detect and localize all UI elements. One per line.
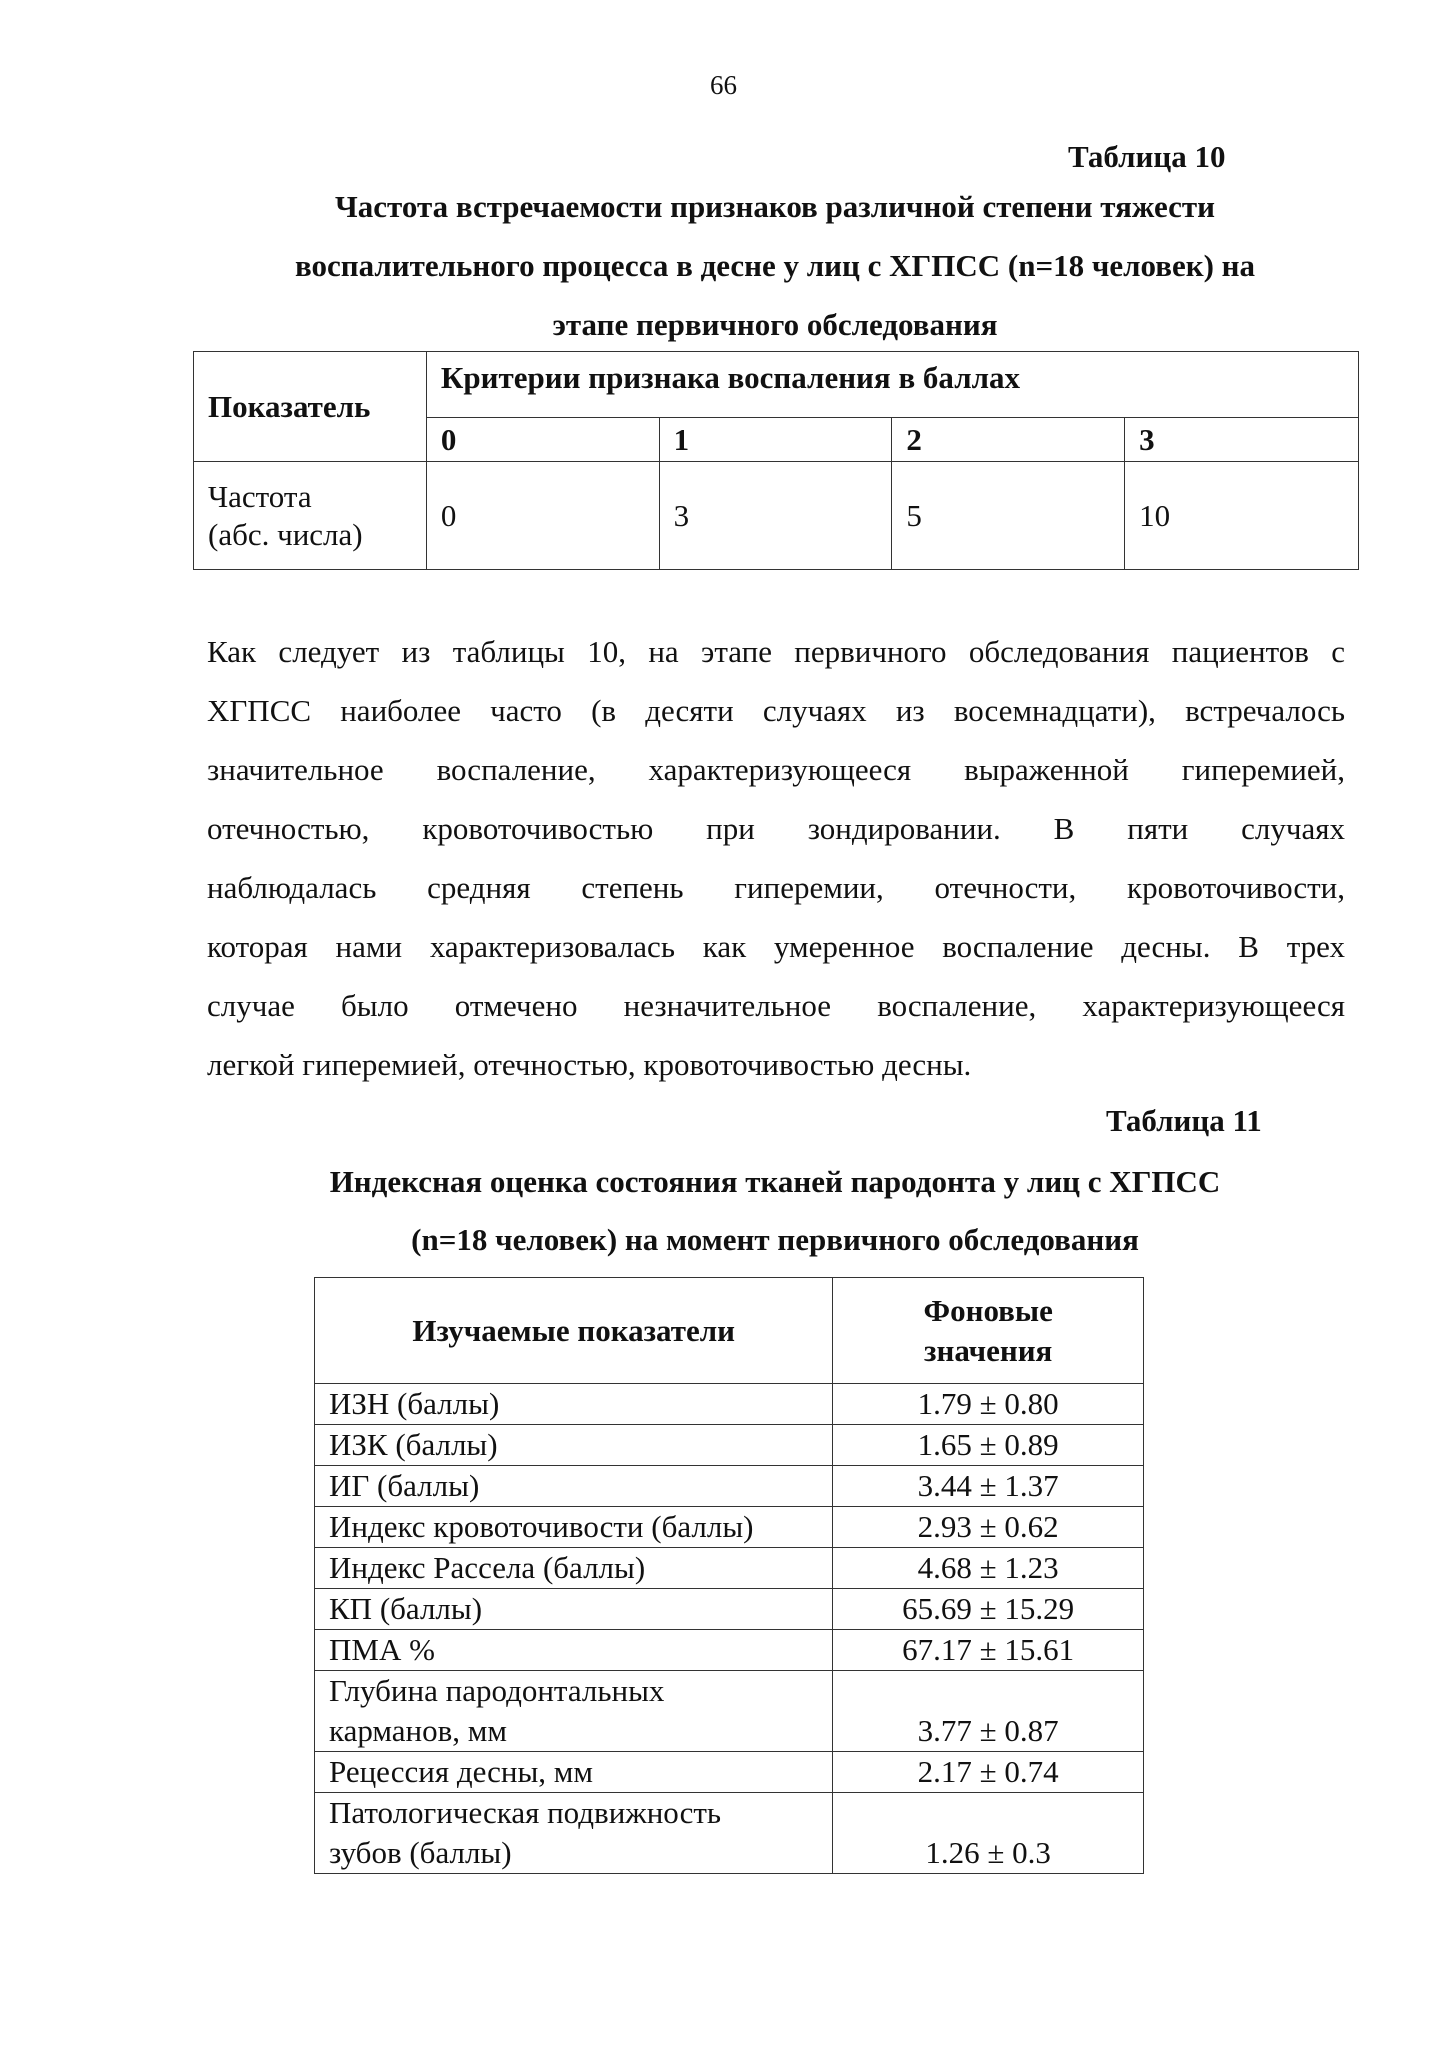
- indicator-name: ИЗК (баллы): [315, 1425, 833, 1466]
- indicator-name: Индекс кровоточивости (баллы): [315, 1507, 833, 1548]
- table-row: [315, 1793, 1144, 1874]
- indicator-name-line: карманов, мм: [329, 1713, 508, 1748]
- header-indicators: Изучаемые показатели: [315, 1278, 833, 1384]
- table-11-title-line: (n=18 человек) на момент первичного обследования: [411, 1222, 1139, 1257]
- indicator-name: Индекс Рассела (баллы): [315, 1548, 833, 1589]
- frequency-value: 3: [659, 462, 892, 570]
- paragraph-line: случае было отмечено незначительное воспаление, характеризующееся: [207, 988, 1345, 1023]
- table-row: [315, 1752, 1144, 1793]
- indicator-value: 3.44 ± 1.37: [833, 1466, 1144, 1507]
- indicator-name: [315, 1793, 833, 1874]
- indicator-value: 2.17 ± 0.74: [833, 1752, 1144, 1793]
- score-header: 0: [426, 418, 659, 462]
- table-10-title-line: этапе первичного обследования: [552, 307, 998, 342]
- header-values-line: значения: [924, 1332, 1053, 1368]
- paragraph-line: наблюдалась средняя степень гиперемии, отечности, кровоточивости,: [207, 870, 1345, 905]
- table-row: [315, 1425, 1144, 1466]
- row-label-line: Частота: [208, 478, 312, 514]
- score-header: 3: [1125, 418, 1359, 462]
- table-11-caption: Таблица 11: [1106, 1103, 1262, 1138]
- indicator-name: КП (баллы): [315, 1589, 833, 1630]
- indicator-value: 1.26 ± 0.3: [833, 1793, 1144, 1874]
- indicator-name-line: Глубина пародонтальных: [329, 1673, 665, 1708]
- header-values: [833, 1278, 1144, 1384]
- table-10-title-line: Частота встречаемости признаков различной степени тяжести: [335, 189, 1215, 224]
- table-10-title-line: воспалительного процесса в десне у лиц с ХГПСС (n=18 человек) на: [294, 248, 1256, 283]
- frequency-value: 5: [892, 462, 1125, 570]
- header-values-line: Фоновые: [923, 1292, 1053, 1328]
- paragraph-line: отечностью, кровоточивостью при зондировании. В пяти случаях: [207, 811, 1345, 846]
- table-row: [315, 1466, 1144, 1507]
- score-header: 1: [659, 418, 892, 462]
- indicator-name-line: Патологическая подвижность: [329, 1795, 722, 1830]
- table-11: [314, 1277, 1144, 1874]
- indicator-name: ПМА %: [315, 1630, 833, 1671]
- indicator-value: 67.17 ± 15.61: [833, 1630, 1144, 1671]
- indicator-value: 1.79 ± 0.80: [833, 1384, 1144, 1425]
- indicator-value: 65.69 ± 15.29: [833, 1589, 1144, 1630]
- frequency-value: 0: [426, 462, 659, 570]
- paragraph-line: легкой гиперемией, отечностью, кровоточивостью десны.: [207, 1047, 972, 1082]
- indicator-name: ИГ (баллы): [315, 1466, 833, 1507]
- score-header: 2: [892, 418, 1125, 462]
- indicator-name-line: зубов (баллы): [329, 1835, 512, 1870]
- indicator-value: 4.68 ± 1.23: [833, 1548, 1144, 1589]
- table-11-title: [160, 1153, 1390, 1269]
- header-criteria: Критерии признака воспаления в баллах: [426, 352, 1358, 418]
- paragraph-line: значительное воспаление, характеризующееся выраженной гиперемией,: [207, 752, 1345, 787]
- paragraph-line: Как следует из таблицы 10, на этапе первичного обследования пациентов с: [207, 634, 1345, 669]
- table-row: [315, 1630, 1144, 1671]
- frequency-value: 10: [1125, 462, 1359, 570]
- paragraph-line: ХГПСС наиболее часто (в десяти случаях из восемнадцати), встречалось: [207, 693, 1345, 728]
- indicator-value: 2.93 ± 0.62: [833, 1507, 1144, 1548]
- header-indicator: Показатель: [194, 352, 427, 462]
- table-row: [315, 1507, 1144, 1548]
- indicator-name: Рецессия десны, мм: [315, 1752, 833, 1793]
- row-label: [194, 462, 427, 570]
- table-row: [315, 1671, 1144, 1752]
- table-10: [193, 351, 1359, 570]
- paragraph-line: которая нами характеризовалась как умеренное воспаление десны. В трех: [207, 929, 1345, 964]
- indicator-name: ИЗН (баллы): [315, 1384, 833, 1425]
- table-row: [315, 1548, 1144, 1589]
- table-row: [315, 1384, 1144, 1425]
- table-row: [315, 1589, 1144, 1630]
- indicator-name: [315, 1671, 833, 1752]
- table-10-caption: Таблица 10: [1068, 139, 1226, 174]
- page-number: 66: [710, 70, 737, 100]
- body-paragraph: [207, 622, 1345, 1094]
- indicator-value: 1.65 ± 0.89: [833, 1425, 1144, 1466]
- table-10-title: [160, 177, 1390, 354]
- table-11-title-line: Индексная оценка состояния тканей пародонта у лиц с ХГПСС: [329, 1164, 1221, 1199]
- row-label-line: (абс. числа): [208, 516, 363, 552]
- indicator-value: 3.77 ± 0.87: [833, 1671, 1144, 1752]
